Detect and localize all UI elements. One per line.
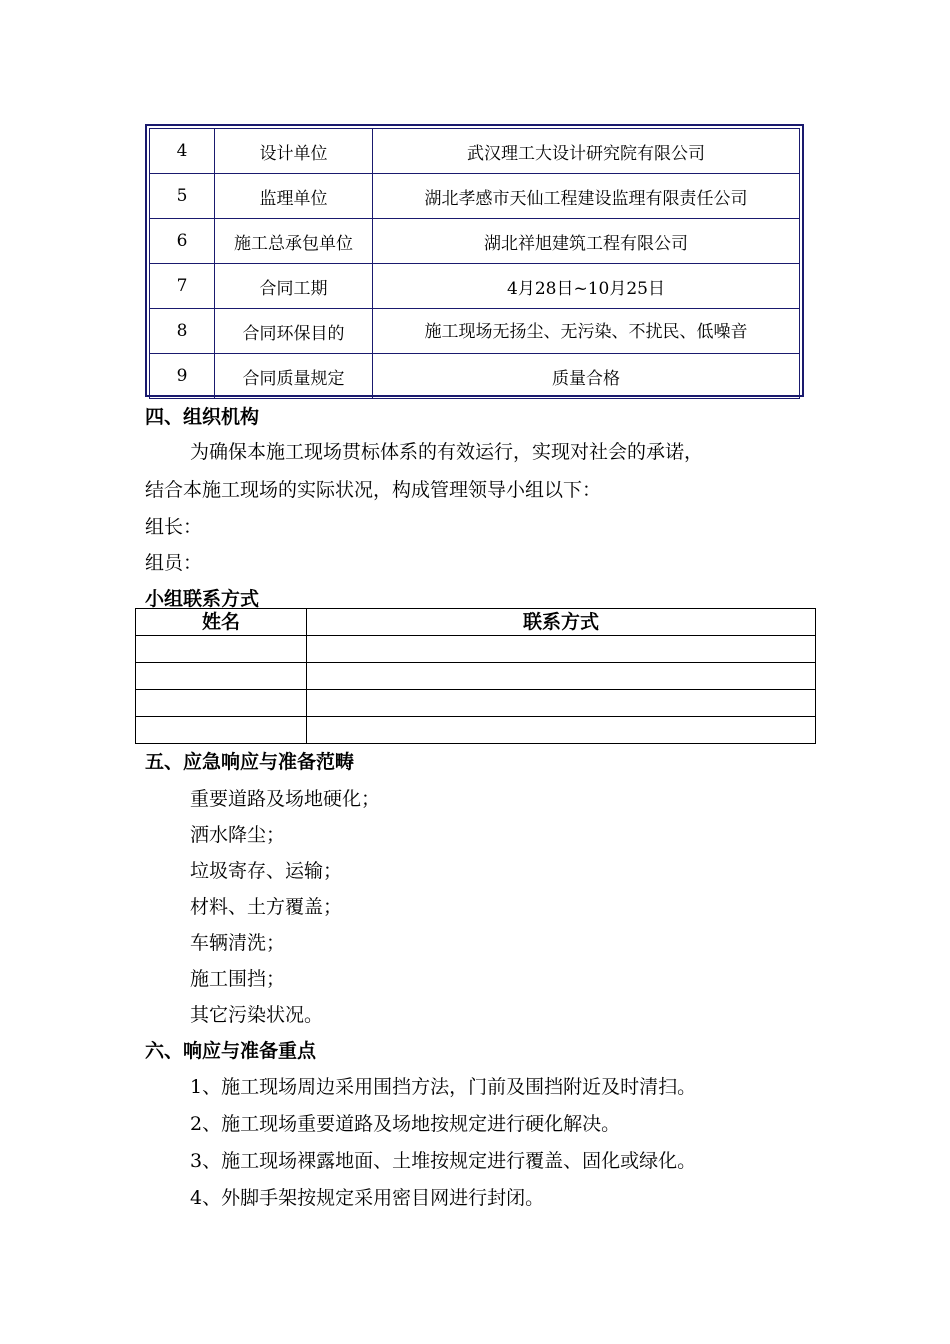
table-cell [136, 690, 307, 717]
table-cell [136, 636, 307, 663]
list-item: 材料、土方覆盖； [190, 896, 343, 918]
list-item: 其它污染状况。 [190, 1004, 324, 1026]
list-item: 2、施工现场重要道路及场地按规定进行硬化解决。 [190, 1113, 621, 1135]
section-heading: 五、应急响应与准备范畴 [145, 751, 355, 773]
section-heading: 六、响应与准备重点 [145, 1040, 317, 1062]
row-value: 湖北孝感市天仙工程建设监理有限责任公司 [373, 174, 800, 219]
table-row [150, 354, 800, 399]
table-cell [307, 663, 816, 690]
list-item: 重要道路及场地硬化； [190, 788, 381, 810]
table-cell [307, 636, 816, 663]
table-header-row [136, 609, 816, 636]
row-number: 4 [150, 129, 215, 174]
name-header: 姓名 [136, 609, 307, 636]
row-number: 6 [150, 219, 215, 264]
project-info-table [145, 124, 804, 397]
contact-header: 联系方式 [307, 609, 816, 636]
table-row [150, 174, 800, 219]
contact-table [135, 608, 816, 744]
row-item: 设计单位 [215, 129, 373, 174]
list-item: 4、外脚手架按规定采用密目网进行封闭。 [190, 1187, 545, 1209]
table-cell [307, 690, 816, 717]
table-row [150, 219, 800, 264]
table-row [150, 309, 800, 354]
list-item: 车辆清洗； [190, 932, 286, 954]
row-item: 合同质量规定 [215, 354, 373, 399]
row-item: 监理单位 [215, 174, 373, 219]
table-row [136, 636, 816, 663]
row-number: 5 [150, 174, 215, 219]
row-number: 8 [150, 309, 215, 354]
leader-label: 组长： [145, 516, 203, 538]
list-item: 施工围挡； [190, 968, 286, 990]
row-number: 9 [150, 354, 215, 399]
members-label: 组员： [145, 552, 203, 574]
list-item: 垃圾寄存、运输； [190, 860, 343, 882]
table-cell [136, 717, 307, 744]
table-cell [136, 663, 307, 690]
info-table [149, 128, 800, 399]
section-heading: 四、组织机构 [145, 406, 260, 428]
row-value: 施工现场无扬尘、无污染、不扰民、低噪音 [373, 309, 800, 354]
row-item: 施工总承包单位 [215, 219, 373, 264]
row-value: 4月28日~10月25日 [373, 264, 800, 309]
row-value: 武汉理工大设计研究院有限公司 [373, 129, 800, 174]
list-item: 1、施工现场周边采用围挡方法，门前及围挡附近及时清扫。 [190, 1076, 697, 1098]
table-row [136, 717, 816, 744]
row-item: 合同工期 [215, 264, 373, 309]
table-row [136, 690, 816, 717]
list-item: 洒水降尘； [190, 824, 286, 846]
table-row [136, 663, 816, 690]
row-number: 7 [150, 264, 215, 309]
contact-title: 小组联系方式 [145, 588, 260, 610]
row-value: 质量合格 [373, 354, 800, 399]
paragraph-line: 结合本施工现场的实际状况，构成管理领导小组以下： [145, 479, 602, 501]
table-row [150, 264, 800, 309]
list-item: 3、施工现场裸露地面、土堆按规定进行覆盖、固化或绿化。 [190, 1150, 697, 1172]
row-item: 合同环保目的 [215, 309, 373, 354]
table-row [150, 129, 800, 174]
row-value: 湖北祥旭建筑工程有限公司 [373, 219, 800, 264]
table-cell [307, 717, 816, 744]
paragraph-line: 为确保本施工现场贯标体系的有效运行，实现对社会的承诺， [190, 441, 704, 463]
